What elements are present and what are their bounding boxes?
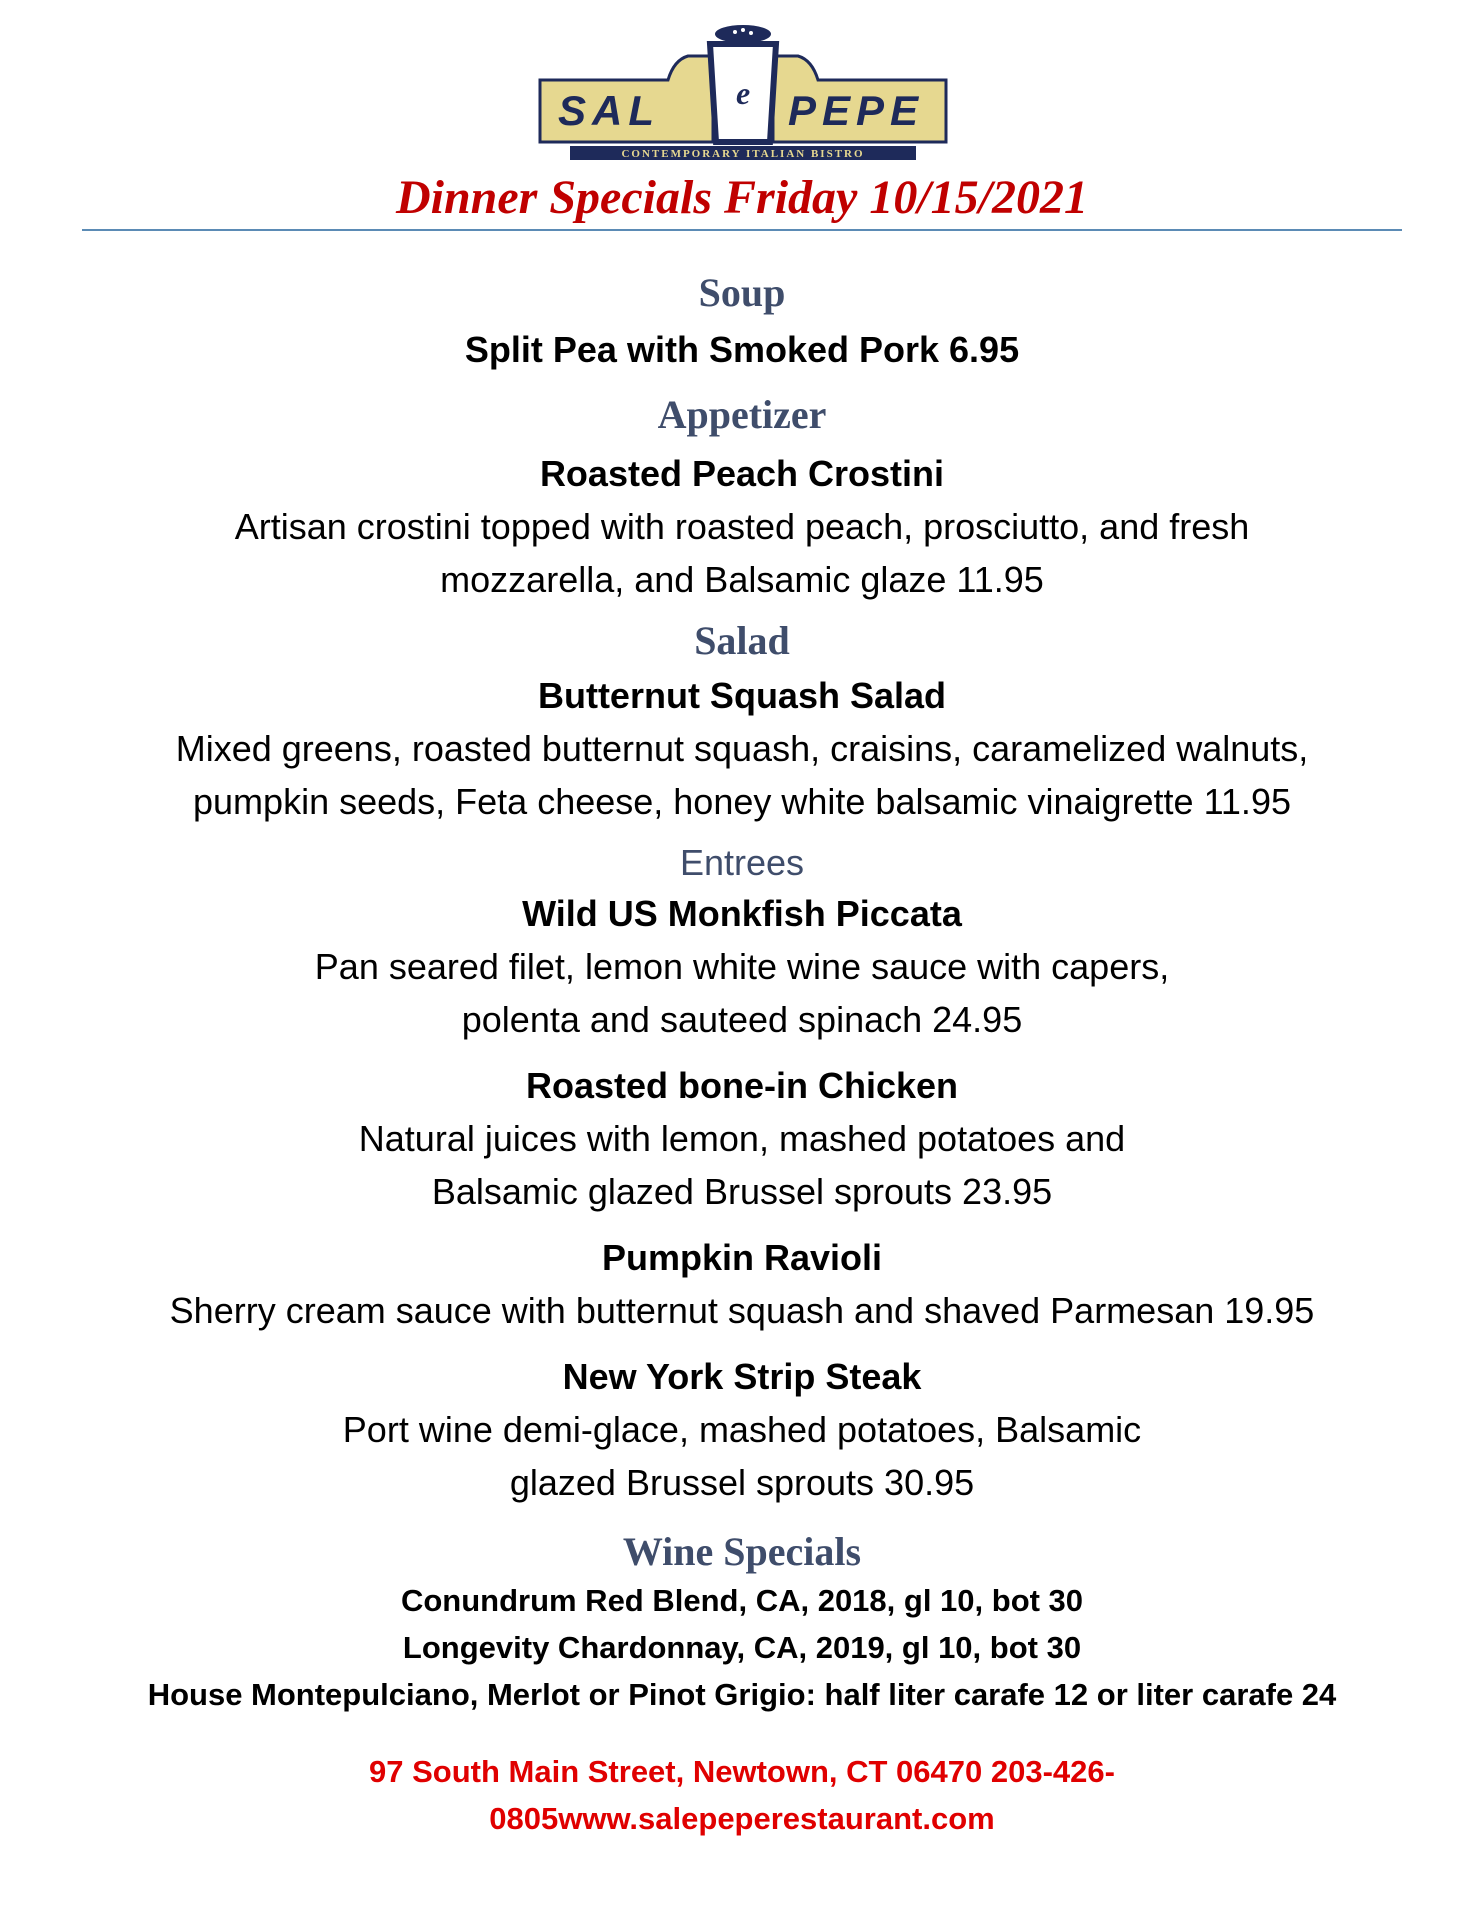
- menu-content: [0, 268, 1484, 1842]
- appetizer-item-name: Roasted Peach Crostini: [539, 453, 945, 494]
- salad-item-name: Butternut Squash Salad: [537, 675, 947, 716]
- section-title-appetizer: Appetizer: [657, 392, 827, 437]
- wine-section: [0, 1527, 1484, 1718]
- salad-item-desc-line: Mixed greens, roasted butternut squash, craisins, caramelized walnuts,: [175, 728, 1309, 769]
- entree-item-name: Wild US Monkfish Piccata: [522, 893, 962, 934]
- wine-line: Longevity Chardonnay, CA, 2019, gl 10, bot 30: [402, 1630, 1082, 1665]
- entree-item: [0, 1232, 1484, 1337]
- entree-item-desc-line: Pan seared filet, lemon white wine sauce with capers,: [314, 946, 1170, 987]
- restaurant-logo: [538, 22, 948, 162]
- logo-name-middle: e: [736, 75, 751, 111]
- entree-item-desc-line: polenta and sauteed spinach 24.95: [461, 999, 1023, 1040]
- page-title: Dinner Specials Friday 10/15/2021: [395, 171, 1089, 224]
- logo-graphic: [538, 22, 948, 162]
- entree-item-desc-line: Natural juices with lemon, mashed potatoes and: [358, 1118, 1126, 1159]
- section-title-soup: Soup: [698, 270, 786, 315]
- section-title-wine: Wine Specials: [622, 1529, 862, 1574]
- entree-item-desc-line: Sherry cream sauce with butternut squash and shaved Parmesan 19.95: [169, 1290, 1315, 1331]
- salad-item-desc-line: pumpkin seeds, Feta cheese, honey white balsamic vinaigrette 11.95: [193, 781, 1291, 822]
- logo-name-left: SAL: [558, 87, 660, 134]
- entree-item: [0, 1060, 1484, 1218]
- address-line: 0805www.salepeperestaurant.com: [489, 1801, 995, 1836]
- entree-item-desc-line: glazed Brussel sprouts 30.95: [509, 1462, 975, 1503]
- entree-item-name: Pumpkin Ravioli: [601, 1237, 883, 1278]
- entree-item-name: New York Strip Steak: [562, 1356, 922, 1397]
- entrees-section: [0, 838, 1484, 1509]
- appetizer-item-desc-line: Artisan crostini topped with roasted peach, prosciutto, and fresh: [234, 506, 1250, 547]
- appetizer-section: [0, 390, 1484, 606]
- address-line: 97 South Main Street, Newtown, CT 06470 203-426-: [369, 1754, 1115, 1789]
- entree-item-desc-line: Port wine demi-glace, mashed potatoes, Balsamic: [342, 1409, 1142, 1450]
- entree-item-desc-line: Balsamic glazed Brussel sprouts 23.95: [431, 1171, 1053, 1212]
- section-title-entrees: Entrees: [679, 842, 805, 883]
- soup-item-name: Split Pea with Smoked Pork 6.95: [464, 329, 1020, 370]
- wine-line: Conundrum Red Blend, CA, 2018, gl 10, bot 30: [400, 1583, 1084, 1618]
- logo-tagline: CONTEMPORARY ITALIAN BISTRO: [621, 148, 865, 160]
- shaker-cap-icon: [715, 25, 771, 43]
- entree-item-name: Roasted bone-in Chicken: [525, 1065, 959, 1106]
- wine-line: House Montepulciano, Merlot or Pinot Grigio: half liter carafe 12 or liter carafe 24: [147, 1677, 1337, 1712]
- soup-section: [0, 268, 1484, 324]
- entree-item: [0, 1351, 1484, 1509]
- entree-item: [0, 888, 1484, 1046]
- section-title-salad: Salad: [694, 618, 790, 663]
- appetizer-item-desc-line: mozzarella, and Balsamic glaze 11.95: [440, 559, 1044, 600]
- salad-section: [0, 616, 1484, 828]
- title-divider: [82, 229, 1402, 231]
- footer-address: [0, 1748, 1484, 1842]
- logo-name-right: PEPE: [788, 87, 925, 134]
